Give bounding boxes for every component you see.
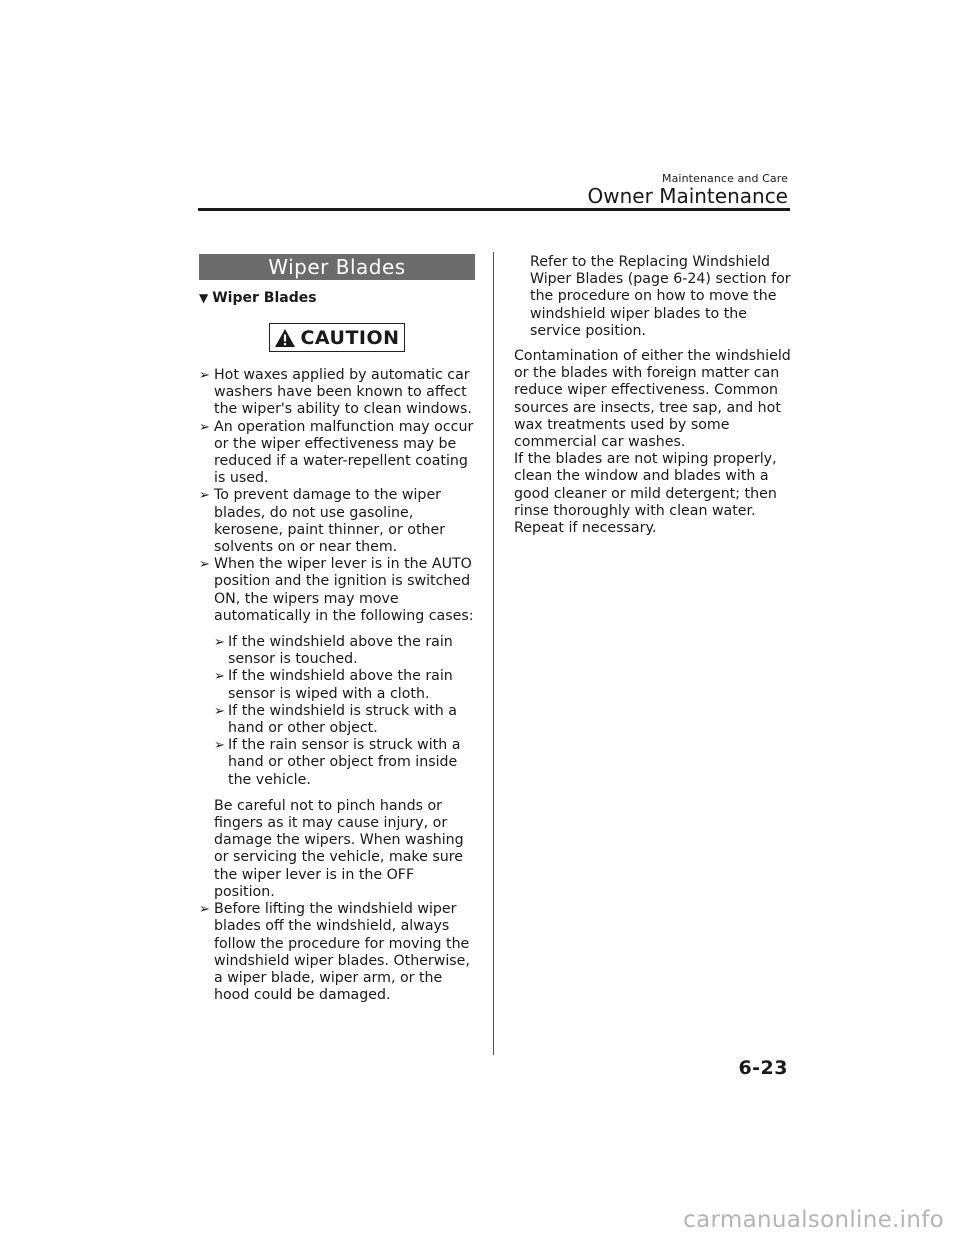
bullet-arrow-icon: ➢ bbox=[199, 419, 210, 435]
left-column bbox=[199, 254, 475, 1004]
case-item bbox=[214, 737, 475, 789]
bullet-arrow-icon: ➢ bbox=[214, 738, 225, 754]
caution-item-4-note: Be careful not to pinch hands or fingers as it may cause injury, or damage the wipers. When washing or servicing the vehicle, make sure the wiper lever is in the OFF position. bbox=[214, 797, 464, 900]
case-item bbox=[214, 668, 475, 702]
bullet-arrow-icon: ➢ bbox=[214, 669, 225, 685]
caution-item-text: Hot waxes applied by automatic car washers have been known to affect the wiper's ability to clean windows. bbox=[214, 367, 472, 418]
case-list bbox=[199, 634, 475, 789]
case-item bbox=[214, 634, 475, 668]
section-title: Wiper Blades bbox=[199, 254, 475, 280]
case-item-text: If the windshield above the rain sensor is wiped with a cloth. bbox=[228, 668, 453, 702]
caution-item-text: To prevent damage to the wiper blades, do not use gasoline, kerosene, paint thinner, or other solvents on or near them. bbox=[214, 487, 446, 556]
caution-item-text: An operation malfunction may occur or the wiper effectiveness may be reduced if a water-repellent coating is used. bbox=[214, 418, 474, 487]
caution-item-text: When the wiper lever is in the AUTO position and the ignition is switched ON, the wipers may move automatically in the following cases: bbox=[214, 556, 474, 624]
bullet-arrow-icon: ➢ bbox=[199, 488, 210, 504]
column-divider bbox=[493, 252, 494, 1055]
subheading bbox=[199, 290, 475, 307]
bullet-arrow-icon: ➢ bbox=[199, 902, 210, 918]
page-number: 6-23 bbox=[738, 1057, 788, 1079]
case-item bbox=[214, 703, 475, 737]
caution-item-3 bbox=[199, 487, 475, 556]
bullet-arrow-icon: ➢ bbox=[214, 635, 225, 651]
caution-item-text: Before lifting the windshield wiper blades off the windshield, always follow the procedure for moving the windshield wiper blades. Otherwise, a wiper blade, wiper arm, or the hood could be damaged. bbox=[214, 901, 470, 1004]
warning-triangle-icon bbox=[274, 328, 296, 348]
bullet-arrow-icon: ➢ bbox=[214, 703, 225, 719]
body-paragraph-1: Contamination of either the windshield or the blades with foreign matter can reduce wiper effectiveness. Common sources are insects, tree sap, and hot wax treatments used by some commercial car washes. bbox=[514, 348, 791, 451]
header-rule bbox=[198, 208, 790, 211]
caution-item-5 bbox=[199, 901, 475, 1004]
caution-box bbox=[269, 323, 404, 352]
caution-item-1 bbox=[199, 367, 475, 419]
caution-item-2 bbox=[199, 419, 475, 488]
subheading-text: Wiper Blades bbox=[212, 290, 317, 306]
caution-continued: Refer to the Replacing Windshield Wiper Blades (page 6-24) section for the procedure on how to move the windshield wiper blades to the service position. bbox=[530, 254, 791, 339]
watermark: carmanualsonline.info bbox=[683, 1207, 944, 1233]
triangle-down-icon: ▼ bbox=[199, 291, 209, 305]
header-section: Owner Maintenance bbox=[587, 184, 788, 208]
caution-label: CAUTION bbox=[300, 327, 400, 349]
bullet-arrow-icon: ➢ bbox=[199, 368, 210, 383]
case-item-text: If the windshield above the rain sensor is touched. bbox=[228, 634, 453, 668]
right-column bbox=[514, 254, 794, 537]
header-category: Maintenance and Care bbox=[662, 172, 788, 185]
bullet-arrow-icon: ➢ bbox=[199, 557, 210, 573]
body-paragraph-2: If the blades are not wiping properly, clean the window and blades with a good cleaner or mild detergent; then rinse thoroughly with clean water. Repeat if necessary. bbox=[514, 451, 777, 537]
case-item-text: If the windshield is struck with a hand or other object. bbox=[228, 702, 457, 737]
caution-item-4 bbox=[199, 556, 475, 625]
caution-heading bbox=[199, 323, 475, 352]
case-item-text: If the rain sensor is struck with a hand or other object from inside the vehicle. bbox=[228, 737, 461, 788]
